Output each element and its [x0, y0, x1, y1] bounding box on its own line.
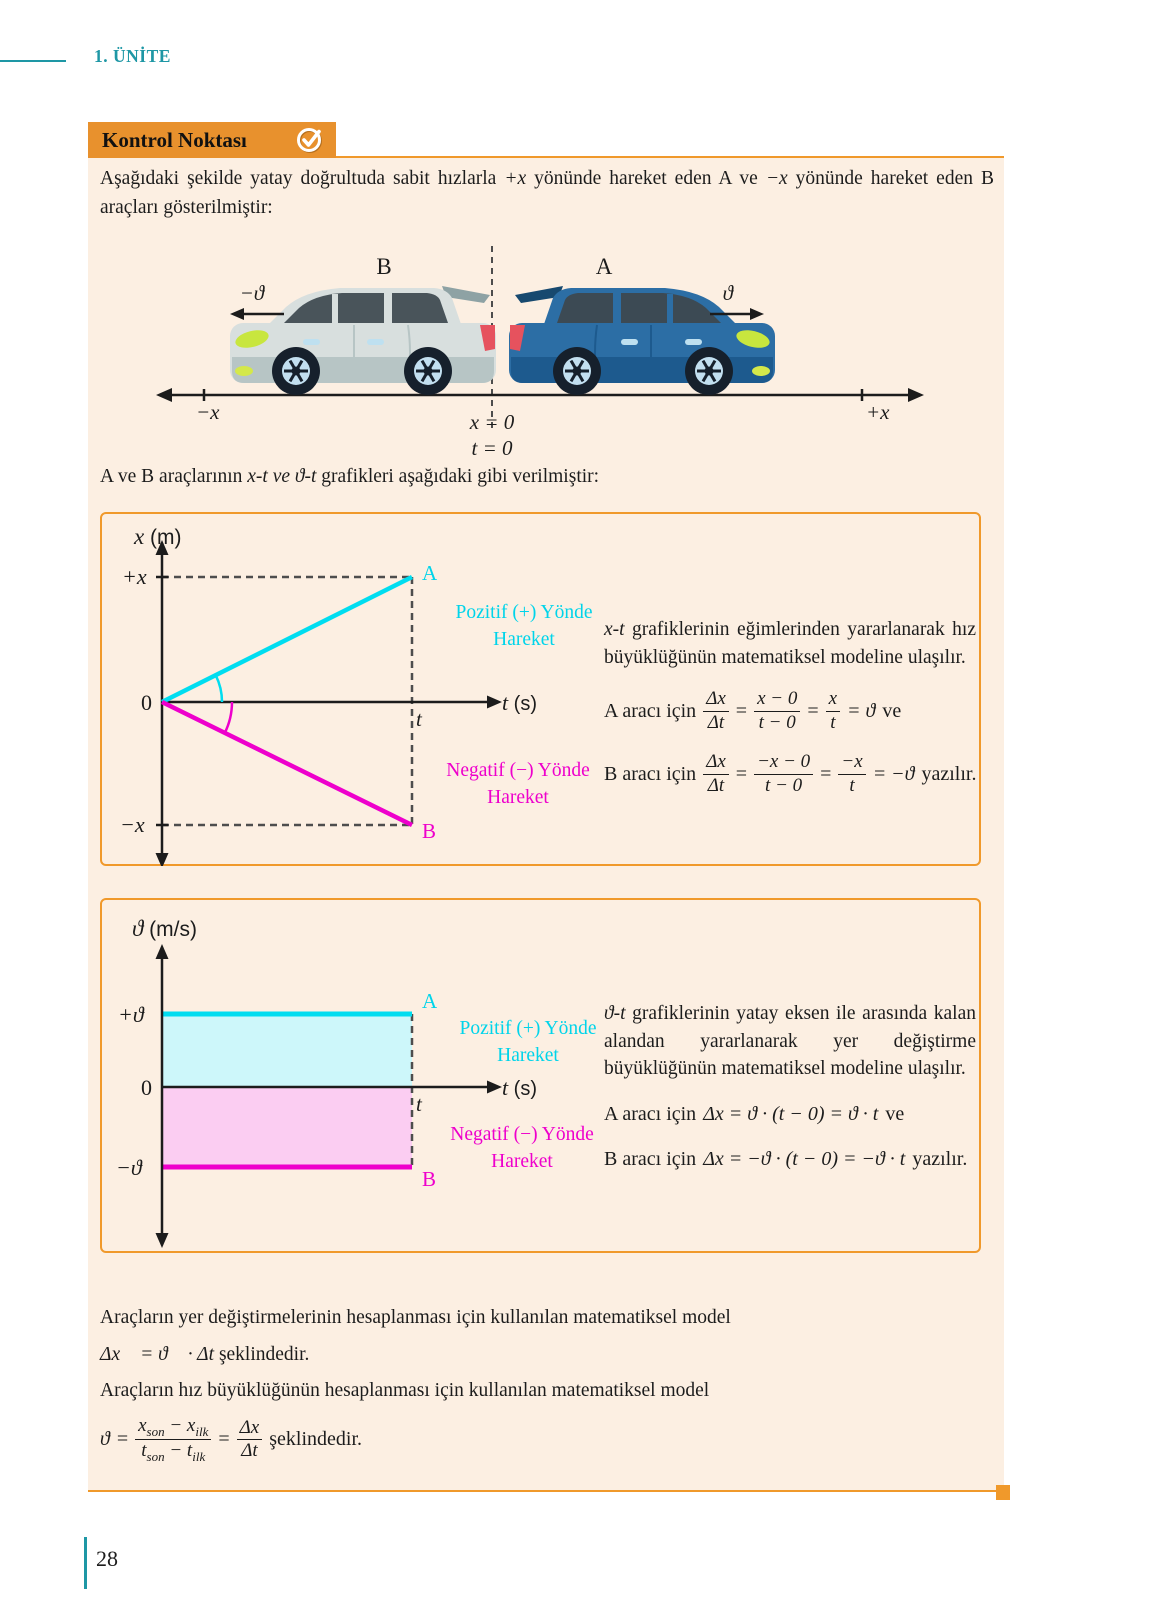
tick-plus-x: +x: [122, 564, 147, 589]
xt-formula-a: [604, 688, 976, 734]
displacement-model-formula: Δx⃗ = ϑ⃗ · Δt: [100, 1344, 215, 1366]
intro-text-3: yönünde hareket eden B araçları gösterilmiştir:: [100, 168, 994, 219]
velocity-a-arrowhead: [750, 308, 764, 320]
frac-x-over-t: $\frac{x}{t}$: [826, 688, 840, 734]
y-axis-arrow-down: [156, 853, 169, 866]
vt-graph-panel: [100, 898, 981, 1253]
slope-arc-a: [216, 675, 222, 702]
xt-graph-panel: [100, 512, 981, 866]
vt-explanation: [604, 1000, 976, 1174]
velocity-b-label: −ϑ⃗: [239, 281, 281, 305]
equals-sign: =: [218, 1427, 230, 1450]
intro-text-2: yönünde hareket eden A ve: [526, 168, 766, 189]
car-b-label: B: [376, 254, 392, 279]
equals-sign: =: [735, 700, 748, 723]
equals-sign: =: [735, 762, 748, 785]
equals-sign: =: [807, 700, 819, 723]
graphs-intro: [100, 466, 994, 488]
frac-negx-minus-0: $\frac{-x - 0}{t - 0}$: [754, 751, 813, 797]
vt-para-italic: ϑ-t: [604, 1003, 626, 1024]
formula-b-prefix: B aracı için: [604, 1148, 697, 1171]
unit-header-rule: [0, 60, 66, 62]
summary-line-3: Araçların hız büyüklüğünün hesaplanması için kullanılan matematiksel model: [100, 1379, 710, 1401]
axis-arrow-right: [908, 388, 924, 402]
formula-b-tail: yazılır.: [912, 1148, 968, 1171]
formula-b-result: = −ϑ: [872, 762, 915, 785]
summary-line-1: Araçların yer değiştirmelerinin hesaplanması için kullanılan matematiksel model: [100, 1307, 731, 1328]
vt-formula-a: [604, 1100, 976, 1128]
velocity-a-label: ϑ⃗: [722, 281, 750, 305]
origin-t-label: t = 0: [471, 436, 513, 460]
page-number: 28: [96, 1546, 118, 1571]
negative-direction-note-1: Negatif (−) Yönde: [450, 1124, 594, 1145]
y-axis-arrow-down: [156, 1233, 169, 1248]
frac-x-minus-0: $\frac{x - 0}{t - 0}$: [754, 688, 800, 734]
frac-dx-dt: $\frac{\Delta x}{\Delta t}$: [237, 1417, 263, 1463]
formula-b-tail: yazılır.: [921, 762, 977, 785]
series-b-line: [162, 702, 412, 825]
summary-line-2: [100, 1341, 994, 1369]
y-axis-label: x (m): [134, 524, 182, 549]
origin-x-label: x = 0: [469, 410, 515, 434]
formula-a-tail: ve: [882, 700, 902, 723]
point-b-label: B: [422, 819, 437, 843]
intro-plus-x: +x: [504, 168, 527, 189]
unit-title: 1. ÜNİTE: [94, 46, 171, 66]
area-b-fill: [163, 1087, 412, 1167]
formula-a-body: Δx = ϑ · (t − 0) = ϑ · t: [703, 1103, 879, 1126]
equals-sign: =: [116, 1427, 129, 1450]
x-axis-label: t (s): [502, 1075, 538, 1100]
area-a-fill: [163, 1014, 412, 1087]
negative-direction-note-1: Negatif (−) Yönde: [446, 760, 590, 781]
negative-direction-note-2: Hareket: [491, 1151, 553, 1172]
vt-para-rest: grafiklerinin yatay eksen ile arasında kalan alandan yararlanarak yer değiştirme büyüklüğünün matematiksel modeline ulaşılır.: [604, 1003, 976, 1080]
formula-lhs: ϑ: [100, 1427, 110, 1450]
corner-accent-square: [996, 1485, 1010, 1500]
frac-xson-xilk: $\frac{x_{son} - x_{ilk}}{t_{son} - t_{ilk}}$: [135, 1415, 211, 1464]
xt-graph: [104, 514, 604, 866]
formula-a-result: = ϑ: [847, 700, 876, 723]
formula-b-prefix: B aracı için: [604, 762, 697, 785]
x-axis-arrow: [487, 696, 502, 709]
formula-b-body: Δx = −ϑ · (t − 0) = −ϑ · t: [703, 1148, 906, 1171]
control-point-tab: [88, 122, 336, 158]
tick-minus-v: −ϑ: [116, 1155, 142, 1180]
tick-plus-v: +ϑ: [118, 1002, 144, 1027]
displacement-model-suffix: şeklindedir.: [214, 1344, 310, 1366]
control-point-title: Kontrol Noktası: [102, 127, 247, 152]
xt-paragraph: [604, 616, 976, 671]
point-a-label: A: [422, 989, 438, 1013]
axis-pos-label: +x: [866, 400, 890, 424]
graphs-intro-text-1: A ve B araçlarının: [100, 466, 248, 487]
tick-zero: 0: [141, 1075, 152, 1100]
vt-graph: [104, 900, 604, 1258]
point-a-label: A: [422, 561, 438, 585]
page-number-rule: [84, 1537, 87, 1589]
positive-direction-note-1: Pozitif (+) Yönde: [455, 602, 593, 623]
velocity-b-arrowhead: [230, 308, 244, 320]
intro-text-1: Aşağıdaki şekilde yatay doğrultuda sabit hızlarla: [100, 168, 505, 189]
cars-figure: [88, 238, 1004, 470]
y-axis-arrow-up: [156, 944, 169, 959]
intro-minus-x: −x: [765, 168, 788, 189]
x-axis-arrow: [487, 1081, 502, 1094]
graphs-intro-text-2: grafikleri aşağıdaki gibi verilmiştir:: [316, 466, 600, 487]
xt-para-rest: grafiklerinin eğimlerinden yararlanarak hız büyüklüğünün matematiksel modeline ulaşılır.: [604, 619, 976, 668]
vt-paragraph: [604, 1000, 976, 1083]
graphs-intro-italic: x-t ve ϑ-t: [247, 466, 317, 487]
vt-formula-b: [604, 1145, 976, 1173]
positive-direction-note-2: Hareket: [497, 1045, 559, 1066]
frac-dx-dt: $\frac{\Delta x}{\Delta t}$: [703, 751, 729, 797]
point-b-label: B: [422, 1167, 437, 1191]
control-point-section: [88, 122, 1004, 1502]
xt-para-italic: x-t: [604, 619, 625, 640]
axis-neg-label: −x: [196, 400, 220, 424]
xt-explanation: [604, 616, 976, 797]
checkmark-icon: [294, 124, 326, 156]
y-axis-label: ϑ (m/s): [132, 916, 197, 941]
xt-formula-b: [604, 751, 976, 797]
summary-block: [100, 1304, 994, 1464]
formula-a-prefix: A aracı için: [604, 700, 697, 723]
series-a-line: [162, 577, 412, 702]
formula-a-tail: ve: [885, 1103, 905, 1126]
tick-minus-x: −x: [120, 812, 145, 837]
tick-t: t: [416, 707, 422, 731]
negative-direction-note-2: Hareket: [487, 787, 549, 808]
control-point-body: [88, 156, 1004, 1492]
car-a-label: A: [595, 254, 613, 279]
frac-negx-over-t: $\frac{-x}{t}$: [838, 751, 865, 797]
positive-direction-note-1: Pozitif (+) Yönde: [459, 1018, 597, 1039]
equals-sign: =: [820, 762, 832, 785]
axis-arrow-left: [156, 388, 172, 402]
formula-suffix: şeklindedir.: [269, 1427, 363, 1450]
tick-t: t: [416, 1092, 422, 1116]
positive-direction-note-2: Hareket: [493, 629, 555, 650]
frac-dx-dt: $\frac{\Delta x}{\Delta t}$: [703, 688, 729, 734]
formula-a-prefix: A aracı için: [604, 1103, 697, 1126]
velocity-model-formula: [100, 1415, 994, 1464]
x-axis-label: t (s): [502, 690, 538, 715]
tick-zero: 0: [141, 690, 152, 715]
slope-arc-b: [225, 702, 232, 733]
intro-paragraph: [100, 164, 994, 223]
